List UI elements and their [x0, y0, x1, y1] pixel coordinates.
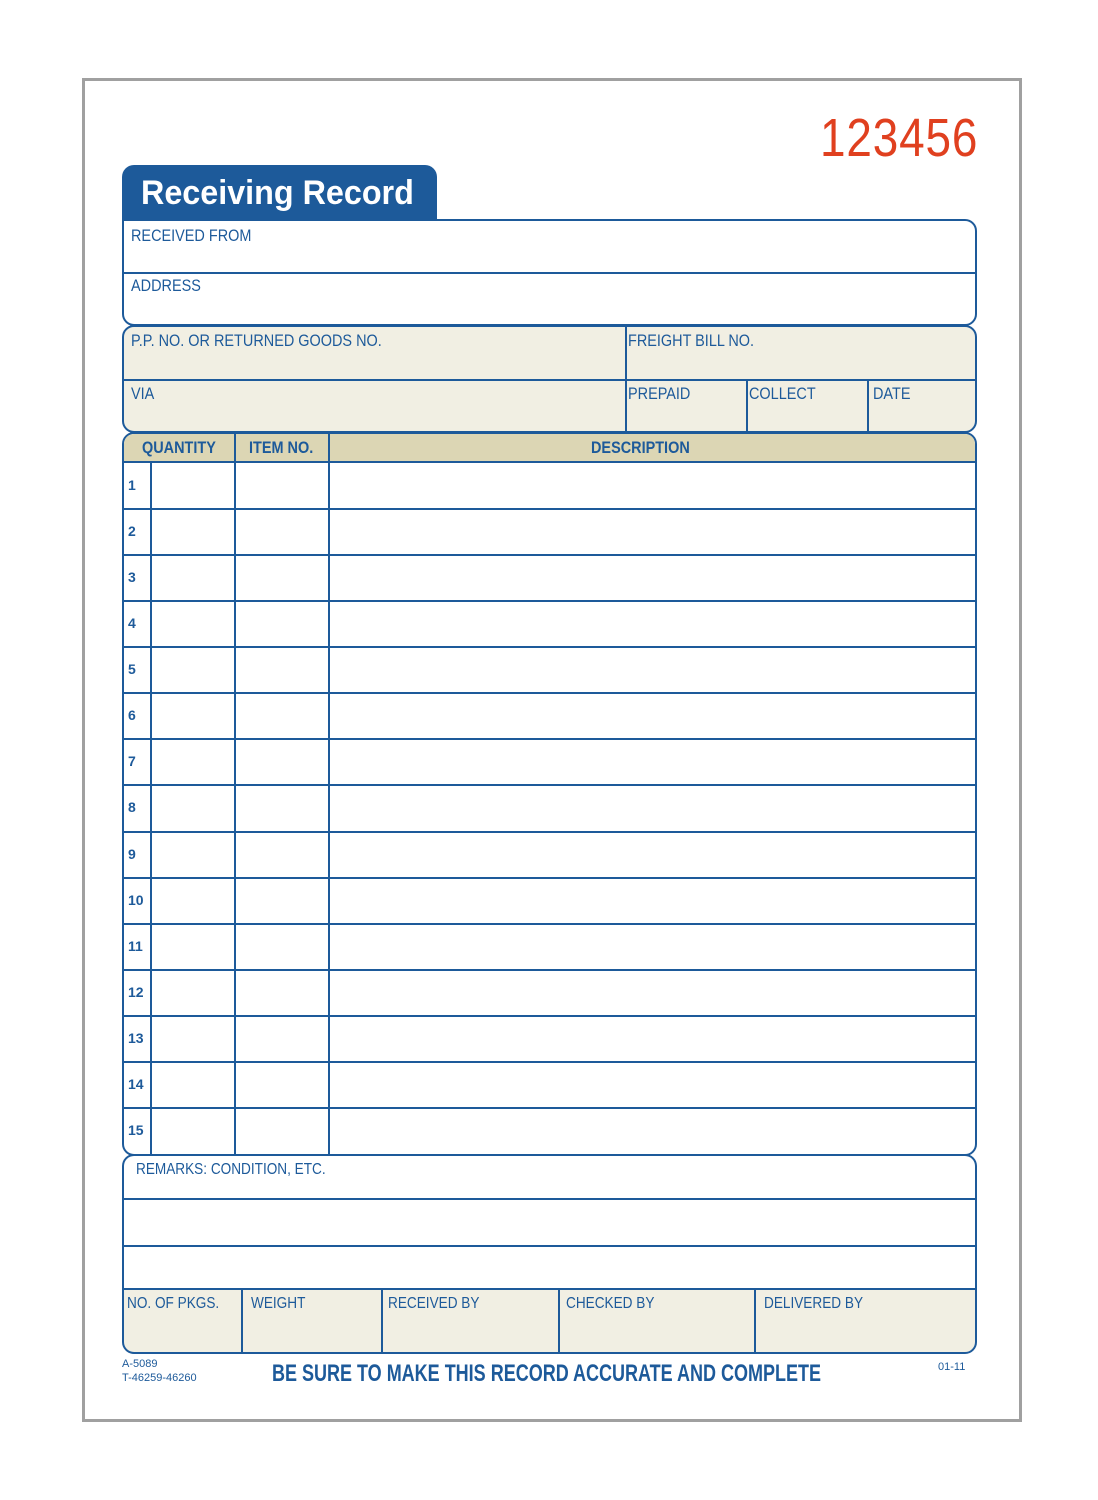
row-number: 9: [128, 845, 136, 862]
divider: [241, 1290, 243, 1352]
table-row[interactable]: [124, 739, 975, 785]
sender-section: [122, 219, 977, 326]
remarks-section: [122, 1154, 977, 1290]
description-header: DESCRIPTION: [591, 438, 690, 457]
divider: [124, 1245, 975, 1247]
delivered-by-field[interactable]: DELIVERED BY: [764, 1295, 864, 1312]
table-row[interactable]: [124, 878, 975, 924]
form-version: 01-11: [938, 1361, 966, 1373]
title-tab: [122, 165, 437, 221]
po-number-field[interactable]: P.P. NO. OR RETURNED GOODS NO.: [131, 331, 382, 350]
shipping-section: [122, 325, 977, 433]
form-title: Receiving Record: [141, 174, 414, 212]
table-row[interactable]: [124, 601, 975, 647]
row-number: 12: [128, 983, 144, 1000]
table-row[interactable]: [124, 1062, 975, 1108]
received-from-field[interactable]: RECEIVED FROM: [131, 226, 252, 245]
table-row[interactable]: [124, 785, 975, 831]
row-number: 10: [128, 891, 144, 908]
items-table: [122, 432, 977, 1156]
row-number: 2: [128, 523, 136, 540]
received-by-field[interactable]: RECEIVED BY: [388, 1295, 480, 1312]
table-header: [124, 434, 975, 463]
row-number: 1: [128, 477, 136, 494]
table-row[interactable]: [124, 463, 975, 509]
divider: [625, 327, 627, 431]
divider: [746, 379, 748, 431]
row-number: 4: [128, 615, 136, 632]
table-row[interactable]: [124, 1108, 975, 1154]
table-row[interactable]: [124, 647, 975, 693]
row-number: 14: [128, 1075, 144, 1092]
remarks-field[interactable]: REMARKS: CONDITION, ETC.: [136, 1161, 326, 1178]
divider: [381, 1290, 383, 1352]
row-number: 13: [128, 1029, 144, 1046]
via-field[interactable]: VIA: [131, 384, 155, 403]
table-row[interactable]: [124, 1016, 975, 1062]
no-of-pkgs-field[interactable]: NO. OF PKGS.: [127, 1295, 220, 1312]
table-row[interactable]: [124, 924, 975, 970]
form-codes: [122, 1357, 197, 1385]
table-row[interactable]: [124, 832, 975, 878]
row-number: 5: [128, 661, 136, 678]
row-number: 7: [128, 753, 136, 770]
form-code: A-5089: [122, 1358, 158, 1370]
divider: [124, 379, 975, 381]
row-number: 15: [128, 1121, 144, 1138]
table-row[interactable]: [124, 693, 975, 739]
serial-number: 123456: [820, 108, 979, 168]
item-no-header: ITEM NO.: [249, 438, 314, 457]
weight-field[interactable]: WEIGHT: [251, 1295, 306, 1312]
form-code-range: T-46259-46260: [122, 1372, 197, 1384]
divider: [558, 1290, 560, 1352]
divider: [754, 1290, 756, 1352]
row-number: 8: [128, 799, 136, 816]
checked-by-field[interactable]: CHECKED BY: [566, 1295, 655, 1312]
row-number: 11: [128, 937, 143, 954]
quantity-header: QUANTITY: [142, 438, 216, 457]
freight-bill-field[interactable]: FREIGHT BILL NO.: [628, 331, 755, 350]
prepaid-field[interactable]: PREPAID: [628, 384, 691, 403]
divider: [124, 272, 975, 274]
footer-message: BE SURE TO MAKE THIS RECORD ACCURATE AND COMPLETE: [272, 1360, 822, 1387]
divider: [124, 1198, 975, 1200]
date-field[interactable]: DATE: [873, 384, 911, 403]
row-number: 3: [128, 569, 136, 586]
collect-field[interactable]: COLLECT: [749, 384, 816, 403]
signature-section: [122, 1288, 977, 1354]
address-field[interactable]: ADDRESS: [131, 276, 201, 295]
row-number: 6: [128, 707, 136, 724]
table-row[interactable]: [124, 970, 975, 1016]
divider: [867, 379, 869, 431]
table-row[interactable]: [124, 509, 975, 555]
table-row[interactable]: [124, 555, 975, 601]
